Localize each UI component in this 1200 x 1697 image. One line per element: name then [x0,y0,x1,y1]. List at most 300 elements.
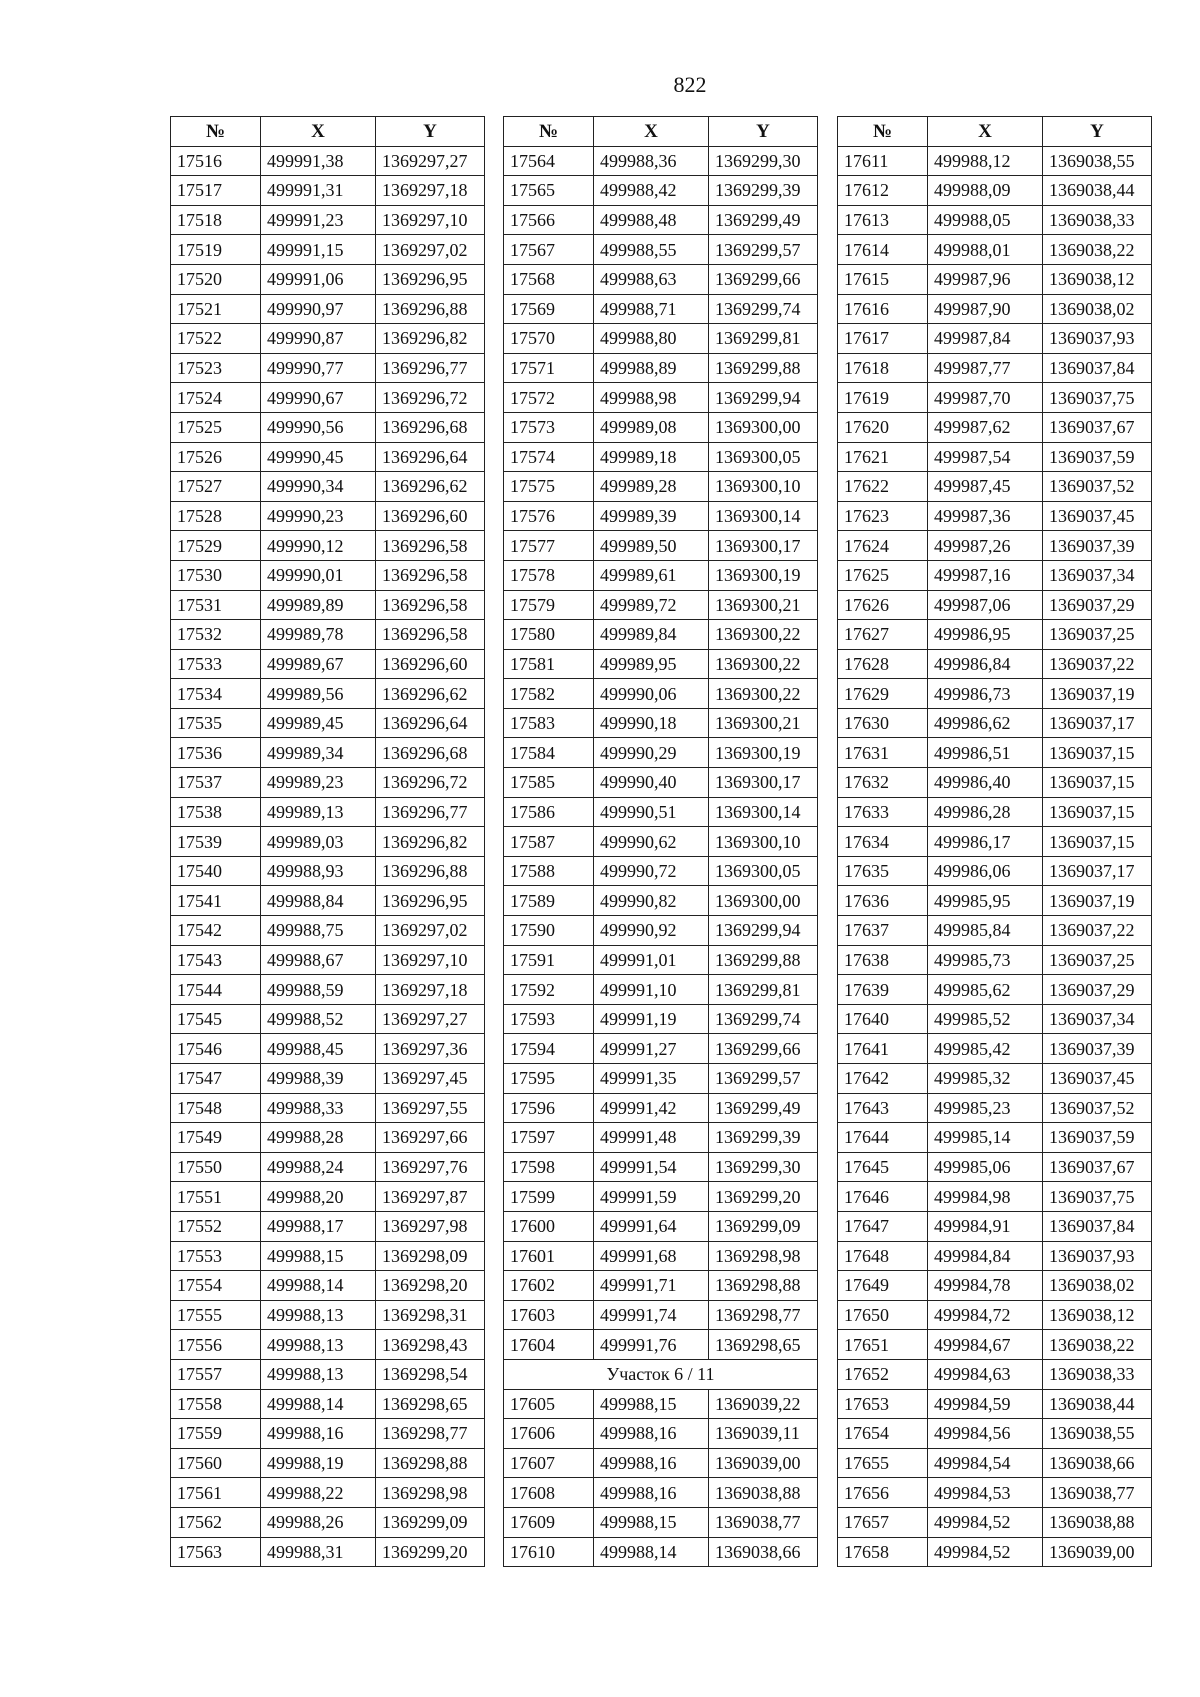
x-coordinate: 499985,95 [928,886,1043,916]
x-coordinate: 499984,78 [928,1271,1043,1301]
point-number: 17568 [504,264,594,294]
x-coordinate: 499984,54 [928,1448,1043,1478]
y-coordinate: 1369298,65 [709,1330,818,1360]
point-number: 17572 [504,383,594,413]
table-row [838,708,1152,738]
table-row [171,590,485,620]
y-coordinate: 1369297,36 [376,1034,485,1064]
point-number: 17584 [504,738,594,768]
table-row [504,1419,818,1449]
header-number: № [171,117,261,147]
y-coordinate: 1369296,64 [376,442,485,472]
y-coordinate: 1369037,19 [1043,679,1152,709]
y-coordinate: 1369037,34 [1043,560,1152,590]
y-coordinate: 1369038,88 [1043,1507,1152,1537]
table-row [171,560,485,590]
x-coordinate: 499988,14 [261,1389,376,1419]
y-coordinate: 1369037,59 [1043,1123,1152,1153]
x-coordinate: 499988,15 [261,1241,376,1271]
point-number: 17593 [504,1004,594,1034]
y-coordinate: 1369037,17 [1043,708,1152,738]
point-number: 17583 [504,708,594,738]
y-coordinate: 1369299,81 [709,324,818,354]
y-coordinate: 1369296,58 [376,531,485,561]
point-number: 17550 [171,1152,261,1182]
x-coordinate: 499988,16 [594,1419,709,1449]
x-coordinate: 499984,84 [928,1241,1043,1271]
x-coordinate: 499989,95 [594,649,709,679]
y-coordinate: 1369299,66 [709,1034,818,1064]
point-number: 17596 [504,1093,594,1123]
x-coordinate: 499991,01 [594,945,709,975]
x-coordinate: 499988,17 [261,1211,376,1241]
x-coordinate: 499988,26 [261,1507,376,1537]
y-coordinate: 1369299,94 [709,383,818,413]
x-coordinate: 499988,13 [261,1330,376,1360]
x-coordinate: 499991,74 [594,1300,709,1330]
table-row [171,620,485,650]
y-coordinate: 1369037,59 [1043,442,1152,472]
x-coordinate: 499990,29 [594,738,709,768]
table-row [838,1389,1152,1419]
header-y: Y [709,117,818,147]
point-number: 17542 [171,916,261,946]
header-row [838,117,1152,147]
y-coordinate: 1369038,12 [1043,264,1152,294]
point-number: 17623 [838,501,928,531]
y-coordinate: 1369038,66 [1043,1448,1152,1478]
point-number: 17640 [838,1004,928,1034]
table-row [504,1241,818,1271]
point-number: 17609 [504,1507,594,1537]
table-row [171,1004,485,1034]
y-coordinate: 1369299,81 [709,975,818,1005]
header-number: № [838,117,928,147]
x-coordinate: 499987,96 [928,264,1043,294]
y-coordinate: 1369037,75 [1043,383,1152,413]
x-coordinate: 499987,70 [928,383,1043,413]
point-number: 17538 [171,797,261,827]
coordinates-table-3 [837,116,1152,1567]
x-coordinate: 499990,97 [261,294,376,324]
y-coordinate: 1369300,05 [709,856,818,886]
y-coordinate: 1369297,45 [376,1064,485,1094]
x-coordinate: 499990,18 [594,708,709,738]
point-number: 17651 [838,1330,928,1360]
x-coordinate: 499989,50 [594,531,709,561]
y-coordinate: 1369299,88 [709,353,818,383]
point-number: 17607 [504,1448,594,1478]
point-number: 17638 [838,945,928,975]
table-row [838,1359,1152,1389]
point-number: 17561 [171,1478,261,1508]
table-row [504,768,818,798]
y-coordinate: 1369300,14 [709,797,818,827]
x-coordinate: 499988,13 [261,1300,376,1330]
table-row [838,1093,1152,1123]
y-coordinate: 1369296,77 [376,797,485,827]
y-coordinate: 1369298,65 [376,1389,485,1419]
point-number: 17518 [171,205,261,235]
point-number: 17516 [171,146,261,176]
table-row [171,708,485,738]
table-row [838,353,1152,383]
table-row [504,1300,818,1330]
header-row [171,117,485,147]
table-row [504,501,818,531]
section-row [504,1359,818,1389]
x-coordinate: 499986,84 [928,649,1043,679]
x-coordinate: 499989,08 [594,412,709,442]
y-coordinate: 1369298,77 [709,1300,818,1330]
table-row [171,501,485,531]
table-row [171,383,485,413]
x-coordinate: 499988,24 [261,1152,376,1182]
point-number: 17546 [171,1034,261,1064]
y-coordinate: 1369297,98 [376,1211,485,1241]
y-coordinate: 1369038,12 [1043,1300,1152,1330]
x-coordinate: 499988,22 [261,1478,376,1508]
y-coordinate: 1369037,15 [1043,768,1152,798]
table-row [171,1271,485,1301]
x-coordinate: 499989,13 [261,797,376,827]
table-row [838,945,1152,975]
table-row [504,472,818,502]
table-row [171,264,485,294]
table-row [504,975,818,1005]
table-row [504,1211,818,1241]
y-coordinate: 1369300,22 [709,649,818,679]
y-coordinate: 1369037,22 [1043,916,1152,946]
table-row [838,1448,1152,1478]
x-coordinate: 499988,12 [928,146,1043,176]
x-coordinate: 499991,59 [594,1182,709,1212]
point-number: 17628 [838,649,928,679]
y-coordinate: 1369300,17 [709,531,818,561]
point-number: 17618 [838,353,928,383]
y-coordinate: 1369299,39 [709,176,818,206]
point-number: 17606 [504,1419,594,1449]
y-coordinate: 1369296,60 [376,501,485,531]
table-row [504,856,818,886]
point-number: 17610 [504,1537,594,1567]
table-row [838,1123,1152,1153]
table-row [838,501,1152,531]
table-row [838,1182,1152,1212]
table-row [171,886,485,916]
table-row [504,886,818,916]
point-number: 17578 [504,560,594,590]
x-coordinate: 499989,72 [594,590,709,620]
x-coordinate: 499984,56 [928,1419,1043,1449]
table-row [171,1537,485,1567]
y-coordinate: 1369298,54 [376,1359,485,1389]
point-number: 17544 [171,975,261,1005]
point-number: 17594 [504,1034,594,1064]
point-number: 17534 [171,679,261,709]
y-coordinate: 1369299,20 [709,1182,818,1212]
y-coordinate: 1369299,09 [376,1507,485,1537]
x-coordinate: 499991,19 [594,1004,709,1034]
y-coordinate: 1369297,27 [376,1004,485,1034]
point-number: 17619 [838,383,928,413]
x-coordinate: 499991,15 [261,235,376,265]
table-row [838,886,1152,916]
x-coordinate: 499990,06 [594,679,709,709]
y-coordinate: 1369038,44 [1043,1389,1152,1419]
point-number: 17522 [171,324,261,354]
point-number: 17585 [504,768,594,798]
y-coordinate: 1369037,29 [1043,975,1152,1005]
y-coordinate: 1369300,19 [709,560,818,590]
table-row [171,1064,485,1094]
y-coordinate: 1369037,84 [1043,1211,1152,1241]
table-row [504,235,818,265]
coordinates-table-1 [170,116,485,1567]
point-number: 17592 [504,975,594,1005]
table-row [504,1537,818,1567]
point-number: 17600 [504,1211,594,1241]
header-number: № [504,117,594,147]
table-row [171,1300,485,1330]
table-row [504,1034,818,1064]
x-coordinate: 499988,55 [594,235,709,265]
y-coordinate: 1369038,44 [1043,176,1152,206]
point-number: 17543 [171,945,261,975]
table-row [504,294,818,324]
point-number: 17647 [838,1211,928,1241]
point-number: 17643 [838,1093,928,1123]
y-coordinate: 1369039,22 [709,1389,818,1419]
table-row [504,146,818,176]
y-coordinate: 1369298,20 [376,1271,485,1301]
x-coordinate: 499988,15 [594,1507,709,1537]
y-coordinate: 1369038,33 [1043,205,1152,235]
x-coordinate: 499991,31 [261,176,376,206]
table-row [504,1064,818,1094]
y-coordinate: 1369296,62 [376,679,485,709]
table-row [171,1182,485,1212]
point-number: 17611 [838,146,928,176]
y-coordinate: 1369297,02 [376,916,485,946]
point-number: 17521 [171,294,261,324]
x-coordinate: 499989,45 [261,708,376,738]
point-number: 17570 [504,324,594,354]
table-row [838,294,1152,324]
x-coordinate: 499987,36 [928,501,1043,531]
point-number: 17532 [171,620,261,650]
table-row [838,916,1152,946]
x-coordinate: 499988,75 [261,916,376,946]
x-coordinate: 499988,13 [261,1359,376,1389]
y-coordinate: 1369300,21 [709,590,818,620]
y-coordinate: 1369297,18 [376,975,485,1005]
x-coordinate: 499990,87 [261,324,376,354]
y-coordinate: 1369299,30 [709,146,818,176]
y-coordinate: 1369300,21 [709,708,818,738]
point-number: 17603 [504,1300,594,1330]
y-coordinate: 1369299,49 [709,205,818,235]
x-coordinate: 499985,23 [928,1093,1043,1123]
point-number: 17525 [171,412,261,442]
table-row [171,1152,485,1182]
y-coordinate: 1369296,88 [376,856,485,886]
point-number: 17553 [171,1241,261,1271]
y-coordinate: 1369037,45 [1043,1064,1152,1094]
point-number: 17569 [504,294,594,324]
x-coordinate: 499989,18 [594,442,709,472]
point-number: 17622 [838,472,928,502]
x-coordinate: 499991,64 [594,1211,709,1241]
y-coordinate: 1369037,39 [1043,531,1152,561]
table-row [838,472,1152,502]
point-number: 17627 [838,620,928,650]
table-row [171,176,485,206]
y-coordinate: 1369296,58 [376,560,485,590]
point-number: 17648 [838,1241,928,1271]
y-coordinate: 1369038,33 [1043,1359,1152,1389]
y-coordinate: 1369299,39 [709,1123,818,1153]
point-number: 17547 [171,1064,261,1094]
x-coordinate: 499985,84 [928,916,1043,946]
x-coordinate: 499985,42 [928,1034,1043,1064]
x-coordinate: 499988,52 [261,1004,376,1034]
table-row [838,531,1152,561]
table-row [504,708,818,738]
point-number: 17582 [504,679,594,709]
y-coordinate: 1369037,84 [1043,353,1152,383]
y-coordinate: 1369037,39 [1043,1034,1152,1064]
y-coordinate: 1369037,67 [1043,1152,1152,1182]
table-row [838,1507,1152,1537]
table-row [171,797,485,827]
x-coordinate: 499987,90 [928,294,1043,324]
y-coordinate: 1369297,66 [376,1123,485,1153]
table-row [504,1448,818,1478]
x-coordinate: 499989,78 [261,620,376,650]
table-row [838,205,1152,235]
x-coordinate: 499990,72 [594,856,709,886]
x-coordinate: 499991,71 [594,1271,709,1301]
point-number: 17608 [504,1478,594,1508]
y-coordinate: 1369038,66 [709,1537,818,1567]
table-row [171,1359,485,1389]
table-row [504,738,818,768]
x-coordinate: 499991,10 [594,975,709,1005]
x-coordinate: 499984,72 [928,1300,1043,1330]
x-coordinate: 499989,56 [261,679,376,709]
table-row [504,353,818,383]
table-row [171,1448,485,1478]
y-coordinate: 1369037,15 [1043,797,1152,827]
table-row [171,679,485,709]
table-row [838,560,1152,590]
point-number: 17551 [171,1182,261,1212]
y-coordinate: 1369296,68 [376,738,485,768]
x-coordinate: 499988,33 [261,1093,376,1123]
table-row [504,412,818,442]
x-coordinate: 499988,19 [261,1448,376,1478]
header-x: X [261,117,376,147]
table-row [838,649,1152,679]
table-row [171,472,485,502]
header-y: Y [376,117,485,147]
point-number: 17527 [171,472,261,502]
x-coordinate: 499984,63 [928,1359,1043,1389]
point-number: 17598 [504,1152,594,1182]
y-coordinate: 1369038,55 [1043,1419,1152,1449]
point-number: 17548 [171,1093,261,1123]
y-coordinate: 1369299,66 [709,264,818,294]
point-number: 17650 [838,1300,928,1330]
y-coordinate: 1369037,45 [1043,501,1152,531]
point-number: 17604 [504,1330,594,1360]
x-coordinate: 499985,52 [928,1004,1043,1034]
y-coordinate: 1369298,98 [376,1478,485,1508]
y-coordinate: 1369296,82 [376,324,485,354]
point-number: 17626 [838,590,928,620]
y-coordinate: 1369037,52 [1043,472,1152,502]
y-coordinate: 1369300,00 [709,886,818,916]
x-coordinate: 499988,71 [594,294,709,324]
y-coordinate: 1369037,22 [1043,649,1152,679]
x-coordinate: 499988,14 [594,1537,709,1567]
table-row [171,1419,485,1449]
header-y: Y [1043,117,1152,147]
point-number: 17615 [838,264,928,294]
point-number: 17655 [838,1448,928,1478]
point-number: 17597 [504,1123,594,1153]
y-coordinate: 1369299,74 [709,1004,818,1034]
x-coordinate: 499988,16 [594,1478,709,1508]
y-coordinate: 1369038,77 [709,1507,818,1537]
y-coordinate: 1369296,58 [376,590,485,620]
x-coordinate: 499990,01 [261,560,376,590]
table-row [504,1182,818,1212]
point-number: 17630 [838,708,928,738]
point-number: 17613 [838,205,928,235]
y-coordinate: 1369297,76 [376,1152,485,1182]
y-coordinate: 1369296,64 [376,708,485,738]
table-row [838,620,1152,650]
point-number: 17605 [504,1389,594,1419]
table-row [171,1478,485,1508]
table-row [171,353,485,383]
y-coordinate: 1369037,15 [1043,827,1152,857]
point-number: 17633 [838,797,928,827]
point-number: 17519 [171,235,261,265]
x-coordinate: 499984,91 [928,1211,1043,1241]
y-coordinate: 1369300,22 [709,679,818,709]
table-row [504,1123,818,1153]
table-row [838,590,1152,620]
y-coordinate: 1369299,30 [709,1152,818,1182]
x-coordinate: 499988,05 [928,205,1043,235]
y-coordinate: 1369296,72 [376,383,485,413]
y-coordinate: 1369038,55 [1043,146,1152,176]
y-coordinate: 1369299,20 [376,1537,485,1567]
table-row [838,679,1152,709]
table-row [504,945,818,975]
y-coordinate: 1369039,00 [1043,1537,1152,1567]
point-number: 17657 [838,1507,928,1537]
point-number: 17653 [838,1389,928,1419]
x-coordinate: 499985,62 [928,975,1043,1005]
y-coordinate: 1369300,10 [709,827,818,857]
x-coordinate: 499989,84 [594,620,709,650]
point-number: 17634 [838,827,928,857]
y-coordinate: 1369296,68 [376,412,485,442]
